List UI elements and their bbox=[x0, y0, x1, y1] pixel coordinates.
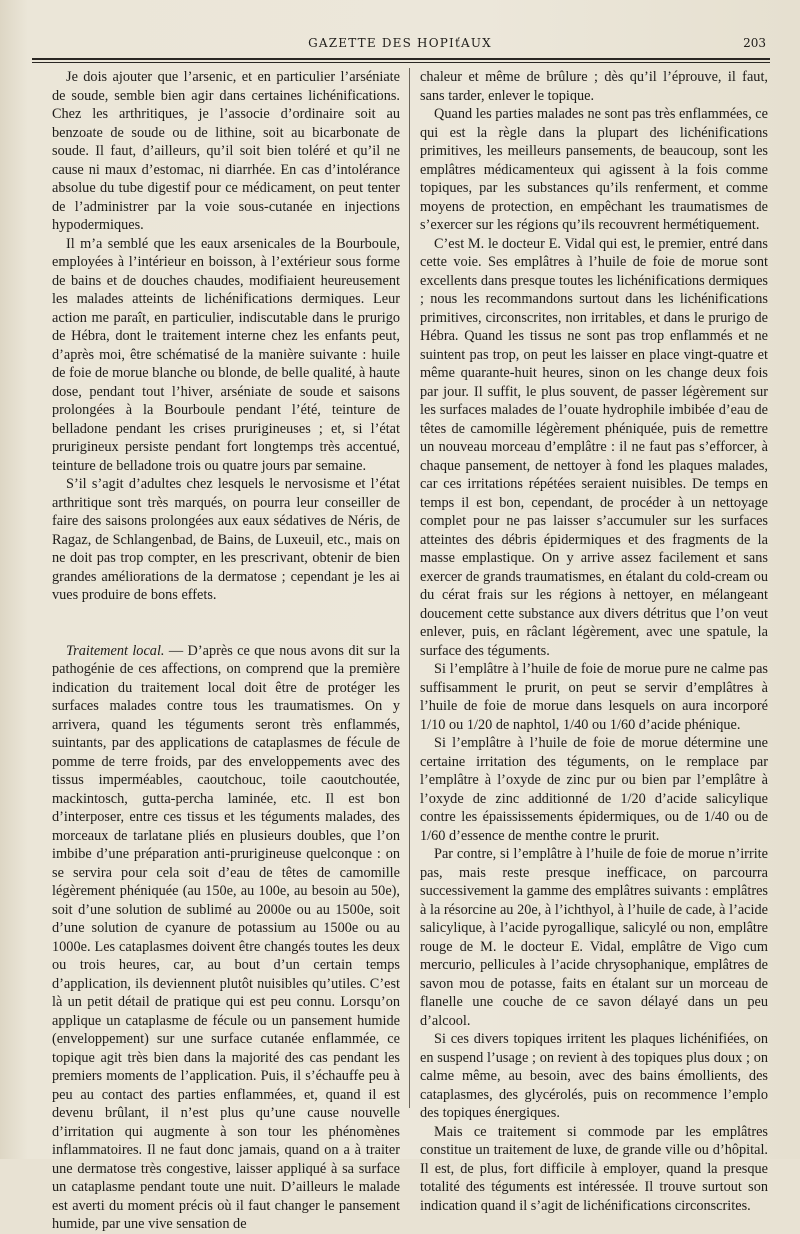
paragraph-text: — D’après ce que nous avons dit sur la pathogénie de ces affections, on comprend que la première indication du traitement local doit être de protéger les surfaces malades contre tous les traumatismes. On y arrivera, quand les téguments seront très enflammés, suintants, par des applications de cataplasmes de fécule de pomme de terre froids, par des enveloppements avec des tissus imperméables, caoutchouc, toile caoutchoutée, mackintosch, gutta-percha laminée, etc. Il est bon d’interposer, entre ces tissus et les téguments malades, des morceaux de tarlatane pliés en plusieurs doubles, que l’on imbibe d’une préparation anti-prurigineuse quelconque : on se servira pour cela soit d’eau de têtes de camomille légèrement phéniquée (au 150e, au 100e, au besoin au 50e), soit d’une solution de sublimé au 2000e ou au 1500e, soit d’une solution de cyanure de potassium au 1500e ou au 1000e. Les cataplasmes doivent être changés toutes les deux ou trois heures, car, au bout d’un certain temps d’application, ils deviennent plutôt nuisibles qu’utiles. C’est là un petit détail de pratique qui est peu connu. Lorsqu’on applique un cataplasme de fécule ou un pansement humide (enveloppement) sur une surface cutanée enflammée, ce topique agit très bien dans la majorité des cas pendant les premiers moments de l’application. Puis, il s’échauffe peu à peu au contact des parties enflammées, et, quand il est devenu brûlant, il n’est plus qu’une cause nouvelle d’irritation qui augmente à son tour les phénomènes inflammatoires. Il ne faut donc jamais, quand on a à traiter une dermatose très congestive, laisser appliqué à sa surface un cataplasme pendant toute une nuit. D’ailleurs le malade est averti du moment précis où il faut changer le pansement humide, par une vive sensation de bbox=[52, 642, 400, 1232]
paragraph-traitement-local bbox=[52, 642, 400, 1234]
header-rule-thin bbox=[32, 62, 770, 63]
running-title: GAZETTE DES HOPIťAUX bbox=[308, 36, 492, 50]
paragraph: Je dois ajouter que l’arsenic, et en particulier l’arséniate de soude, semble bien agir dans certaines lichénifications. Chez les arthritiques, je l’associe d’ordinaire soit au benzoate de soude ou de lithine, soit au bicarbonate de soude. Il faut, d’ailleurs, qu’il soit bien toléré et qu’il ne cause ni maux d’estomac, ni diarrhée. En cas d’intolérance absolue du tube digestif pour ce médicament, on peut tenter de l’administrer par la voie sous-cutanée en injections hypodermiques. bbox=[52, 69, 400, 233]
paragraph: Il m’a semblé que les eaux arsenicales de la Bourboule, employées à l’intérieur en boisson, à l’extérieur sous forme de bains et de douches chaudes, modifiaient heureusement les malades atteints de lichénifications dermiques. Leur action me paraît, en particulier, indiscutable dans le prurigo de Hébra, dont le traitement interne chez les enfants peut, d’après moi, être schématisé de la manière suivante : huile de foie de morue blanche ou blonde, de belle qualité, à haute dose, pendant tout l’hiver, arséniate de soude et saisons prolongées à la Bourboule pendant l’été, teinture de belladone pendant les crises prurigineuses ; et, si l’état prurigineux persiste pendant fort longtemps très accentué, teinture de belladone trois ou quatre jours par semaine. bbox=[52, 235, 400, 474]
paragraph: S’il s’agit d’adultes chez lesquels le nervosisme et l’état arthritique sont très marqués, on pourra leur conseiller de faire des saisons prolongées aux eaux sédatives de Néris, de Ragaz, de Schlangenbad, de Bains, de Luxeuil, etc., mais on ne doit pas trop compter, en les prescrivant, obtenir de bien grandes améliorations de la dermatose ; cependant je les ai vues produire de bons effets. bbox=[52, 476, 400, 603]
header-rule-thick bbox=[32, 58, 770, 60]
paragraph: Si l’emplâtre à l’huile de foie de morue pure ne calme pas suffisamment le prurit, on peut se servir d’emplâtres à l’huile de foie de morue dans lesquels on aura incorporé 1/10 ou 1/20 de naphtol, 1/40 ou 1/60 d’acide phénique. bbox=[420, 661, 768, 733]
page-number: 203 bbox=[743, 36, 766, 50]
section-heading: Traitement local. bbox=[66, 642, 165, 659]
left-column bbox=[52, 68, 400, 1234]
paragraph: C’est M. le docteur E. Vidal qui est, le premier, entré dans cette voie. Ses emplâtres à l’huile de foie de morue sont excellents dans presque toutes les lichénifications dermiques ; nous les recommandons surtout dans les lichénifications primitives, circonscrites, non irritables, et dans le prurigo de Hébra. Quand les tissus ne sont pas trop enflammés et ne suintent pas trop, on peut les laisser en place vingt-quatre et même quarante-huit heures, sinon on les change deux fois par jour. Il suffit, le plus souvent, de passer légèrement sur les surfaces malades de l’ouate hydrophile imbibée d’eau de têtes de camomille légèrement phéniquée, puis de remettre un nouveau morceau d’emplâtre : il ne faut pas s’efforcer, à chaque pansement, de nettoyer à fond les plaques malades, car ces irritations répétées seraient nuisibles. De temps en temps il est bon, cependant, de procéder à un nettoyage complet pour ne pas laisser s’accumuler sur les surfaces atteintes des débris épidermiques et des fragments de la masse emplastique. On y arrive assez facilement et sans exercer de grands traumatismes, en étalant du cold-cream ou du cérat frais sur les régions à nettoyer, en mélangeant doucement cette substance aux divers détritus que l’on veut enlever, puis, en râclant légèrement, avec une spatule, la surface des téguments. bbox=[420, 235, 768, 659]
paragraph: Si ces divers topiques irritent les plaques lichénifiées, on en suspend l’usage ; on revient à des topiques plus doux ; on calme même, au besoin, avec des bains émollients, des cataplasmes, des glycérolés, puis on recommence l’emplo des topiques énergiques. bbox=[420, 1031, 768, 1121]
page-header bbox=[30, 34, 770, 54]
right-column bbox=[420, 68, 768, 1215]
paragraph: Quand les parties malades ne sont pas très enflammées, ce qui est la règle dans la plupart des lichénifications primitives, les meilleurs pansements, de beaucoup, sont les emplâtres médicamenteux qui agissent à la fois comme topiques, par les substances qu’ils renferment, et comme moyens de protection, en empêchant les traumatismes de s’exercer sur les régions qu’ils recouvrent hermétiquement. bbox=[420, 106, 768, 233]
paragraph: Mais ce traitement si commode par les emplâtres constitue un traitement de luxe, de grande ville ou d’hôpital. Il est, de plus, fort difficile à employer, quand la presque totalité des téguments est intéressée. Il trouve surtout son indication quand il s’agit de lichénifications circonscrites. bbox=[420, 1123, 768, 1214]
paragraph-continued: chaleur et même de brûlure ; dès qu’il l’éprouve, il faut, sans tarder, enlever le topique. bbox=[420, 69, 768, 104]
paragraph: Par contre, si l’emplâtre à l’huile de foie de morue n’irrite pas, mais reste presque inefficace, on parcourra successivement la gamme des emplâtres suivants : emplâtres à la résorcine au 20e, à l’ichthyol, à l’huile de cade, à l’acide salicylique, à l’acide pyrogallique, salicylé ou non, emplâtre rouge de M. le docteur E. Vidal, emplâtre de Vigo cum mercurio, pellicules à l’acide chrysophanique, emplâtres de savon mou de potasse, faits en étalant sur un morceau de flanelle une couche de ce savon délayé dans un peu d’alcool. bbox=[420, 846, 768, 1029]
column-divider bbox=[409, 68, 410, 1108]
paragraph: Si l’emplâtre à l’huile de foie de morue détermine une certaine irritation des téguments, on le remplace par l’emplâtre à l’oxyde de zinc pur ou bien par l’emplâtre à l’oxyde de zinc additionné de 1/20 d’acide salicylique contre les épaississements épidermiques, ou de 1/40 ou de 1/60 d’essence de menthe contre le prurit. bbox=[420, 735, 768, 844]
